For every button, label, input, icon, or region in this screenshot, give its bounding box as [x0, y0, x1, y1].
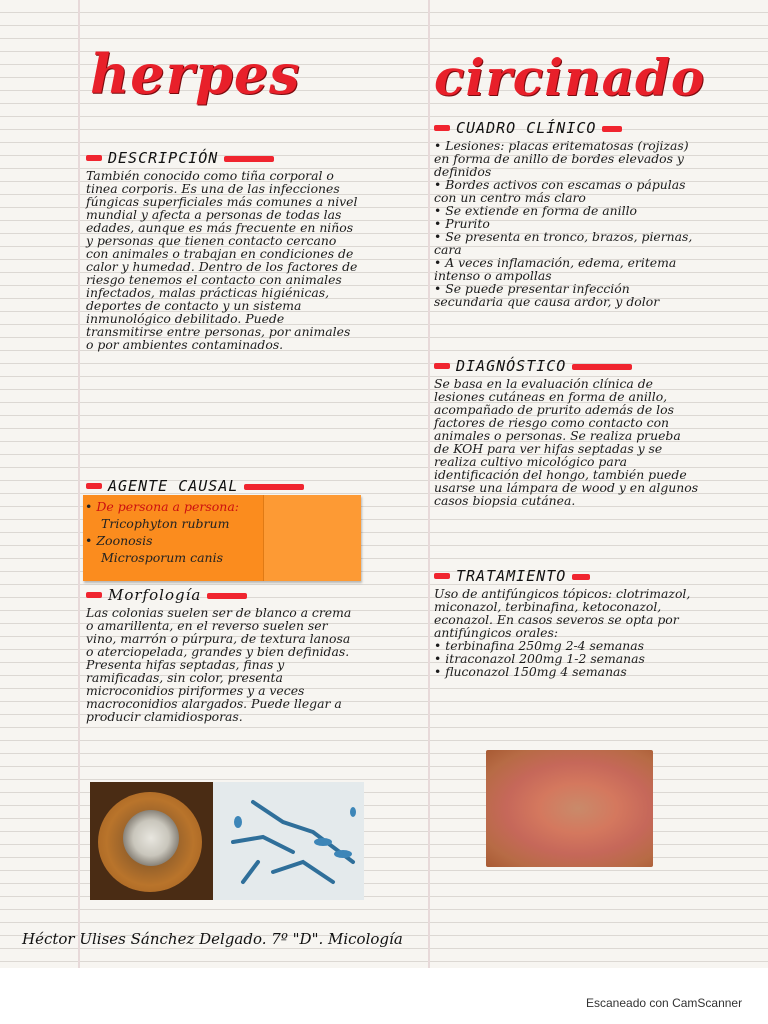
- agente-item: Microsporum canis: [101, 550, 224, 565]
- list-item: • A veces inflamación, edema, eritema intenso o ampollas: [434, 256, 699, 282]
- red-marker-tail: [602, 126, 622, 132]
- section-morfologia: [86, 585, 361, 723]
- tratamiento-text: Uso de antifúngicos tópicos: clotrimazol, miconazol, terbinafina, ketoconazol, econazol. En casos severos se opta por antifúngicos orales:: [434, 586, 691, 640]
- red-marker-tail: [572, 364, 632, 370]
- diagnostico-text: Se basa en la evaluación clínica de lesiones cutáneas en forma de anillo, acompañado de prurito además de los factores de riesgo como contacto con animales o personas. Se realiza prueba de KOH para ver hifas septadas y se realiza cultivo micológico para identificación del hongo, también puede usarse una lámpara de wood y en algunos casos biopsia cutánea.: [434, 376, 699, 508]
- agente-item: • De persona a persona:: [85, 499, 239, 514]
- sticky-note: [83, 495, 361, 581]
- margin-line-left: [78, 0, 80, 968]
- culture-plate-photo: [90, 782, 213, 900]
- list-item: • Lesiones: placas eritematosas (rojizas) en forma de anillo de bordes elevados y definidos: [434, 139, 699, 178]
- agente-causal-list: [85, 498, 265, 566]
- red-marker: [434, 573, 450, 579]
- section-cuadro-clinico: [434, 118, 699, 308]
- section-tratamiento: [434, 566, 699, 678]
- list-item: • terbinafina 250mg 2-4 semanas: [434, 639, 699, 652]
- title-circinado: circinado: [434, 48, 706, 107]
- descripcion-heading-text: DESCRIPCIÓN: [108, 149, 219, 167]
- list-item: • Se puede presentar infección secundaria que causa ardor, y dolor: [434, 282, 699, 308]
- skin-lesion-photo: [486, 750, 653, 867]
- list-item: • Prurito: [434, 217, 699, 230]
- cuadro-clinico-heading-text: CUADRO CLÍNICO: [456, 119, 597, 137]
- agente-item: • Zoonosis: [85, 533, 153, 548]
- diagnostico-heading: [434, 357, 632, 375]
- list-item: • Se extiende en forma de anillo: [434, 204, 699, 217]
- section-agente-causal: [86, 476, 361, 497]
- agente-item: Tricophyton rubrum: [101, 516, 230, 531]
- tratamiento-heading: [434, 567, 590, 585]
- red-marker: [86, 155, 102, 161]
- agente-causal-heading: [86, 477, 304, 495]
- camscanner-watermark: Escaneado con CamScanner: [586, 996, 743, 1010]
- list-item: • itraconazol 200mg 1-2 semanas: [434, 652, 699, 665]
- morfologia-heading: [86, 586, 247, 604]
- section-descripcion: [86, 148, 361, 351]
- red-marker: [434, 363, 450, 369]
- title-herpes: herpes: [90, 42, 301, 106]
- red-marker: [86, 483, 102, 489]
- red-marker-tail: [224, 156, 274, 162]
- red-marker-tail: [207, 593, 247, 599]
- descripcion-text: También conocido como tiña corporal o tinea corporis. Es una de las infecciones fúngicas superficiales más comunes a nivel mundial y afecta a personas de todas las edades, aunque es más frecuente en niños y personas que tienen contacto cercano con animales o trabajan en condiciones de calor y humedad. Dentro de los factores de riesgo tenemos el contacto con animales infectados, malas prácticas higiénicas, deportes de contacto y un sistema inmunológico debilitado. Puede transmitirse entre personas, por animales o por ambientes contaminados.: [86, 168, 358, 352]
- hyphae-illustration: [213, 782, 364, 900]
- morfologia-text: Las colonias suelen ser de blanco a crema o amarillenta, en el reverso suelen ser vino, marrón o púrpura, de textura lanosa o aterciopelada, grandes y bien definidas. Presenta hifas septadas, finas y ramificadas, sin color, presenta microconidios piriformes y a veces macroconidios alargados. Puede llegar a producir clamidiosporas.: [86, 605, 352, 724]
- diagnostico-heading-text: DIAGNÓSTICO: [456, 357, 567, 375]
- cuadro-clinico-list: [434, 139, 699, 308]
- author-signature: Héctor Ulises Sánchez Delgado. 7º "D". Micología: [22, 930, 403, 948]
- red-marker: [434, 125, 450, 131]
- tratamiento-list: [434, 639, 699, 678]
- red-marker: [86, 592, 102, 598]
- tratamiento-heading-text: TRATAMIENTO: [456, 567, 567, 585]
- margin-line-right: [428, 0, 430, 968]
- list-item: • fluconazol 150mg 4 semanas: [434, 665, 699, 678]
- red-marker-tail: [572, 574, 590, 580]
- sticky-note-fold: [263, 495, 361, 581]
- fungal-colony: [123, 810, 179, 866]
- agente-causal-heading-text: AGENTE CAUSAL: [108, 477, 239, 495]
- descripcion-heading: [86, 149, 274, 167]
- section-diagnostico: [434, 356, 699, 507]
- list-item: • Bordes activos con escamas o pápulas con un centro más claro: [434, 178, 699, 204]
- microscopy-photo: [213, 782, 364, 900]
- cuadro-clinico-heading: [434, 119, 622, 137]
- morfologia-heading-text: Morfología: [108, 586, 202, 604]
- red-marker-tail: [244, 484, 304, 490]
- list-item: • Se presenta en tronco, brazos, piernas, cara: [434, 230, 699, 256]
